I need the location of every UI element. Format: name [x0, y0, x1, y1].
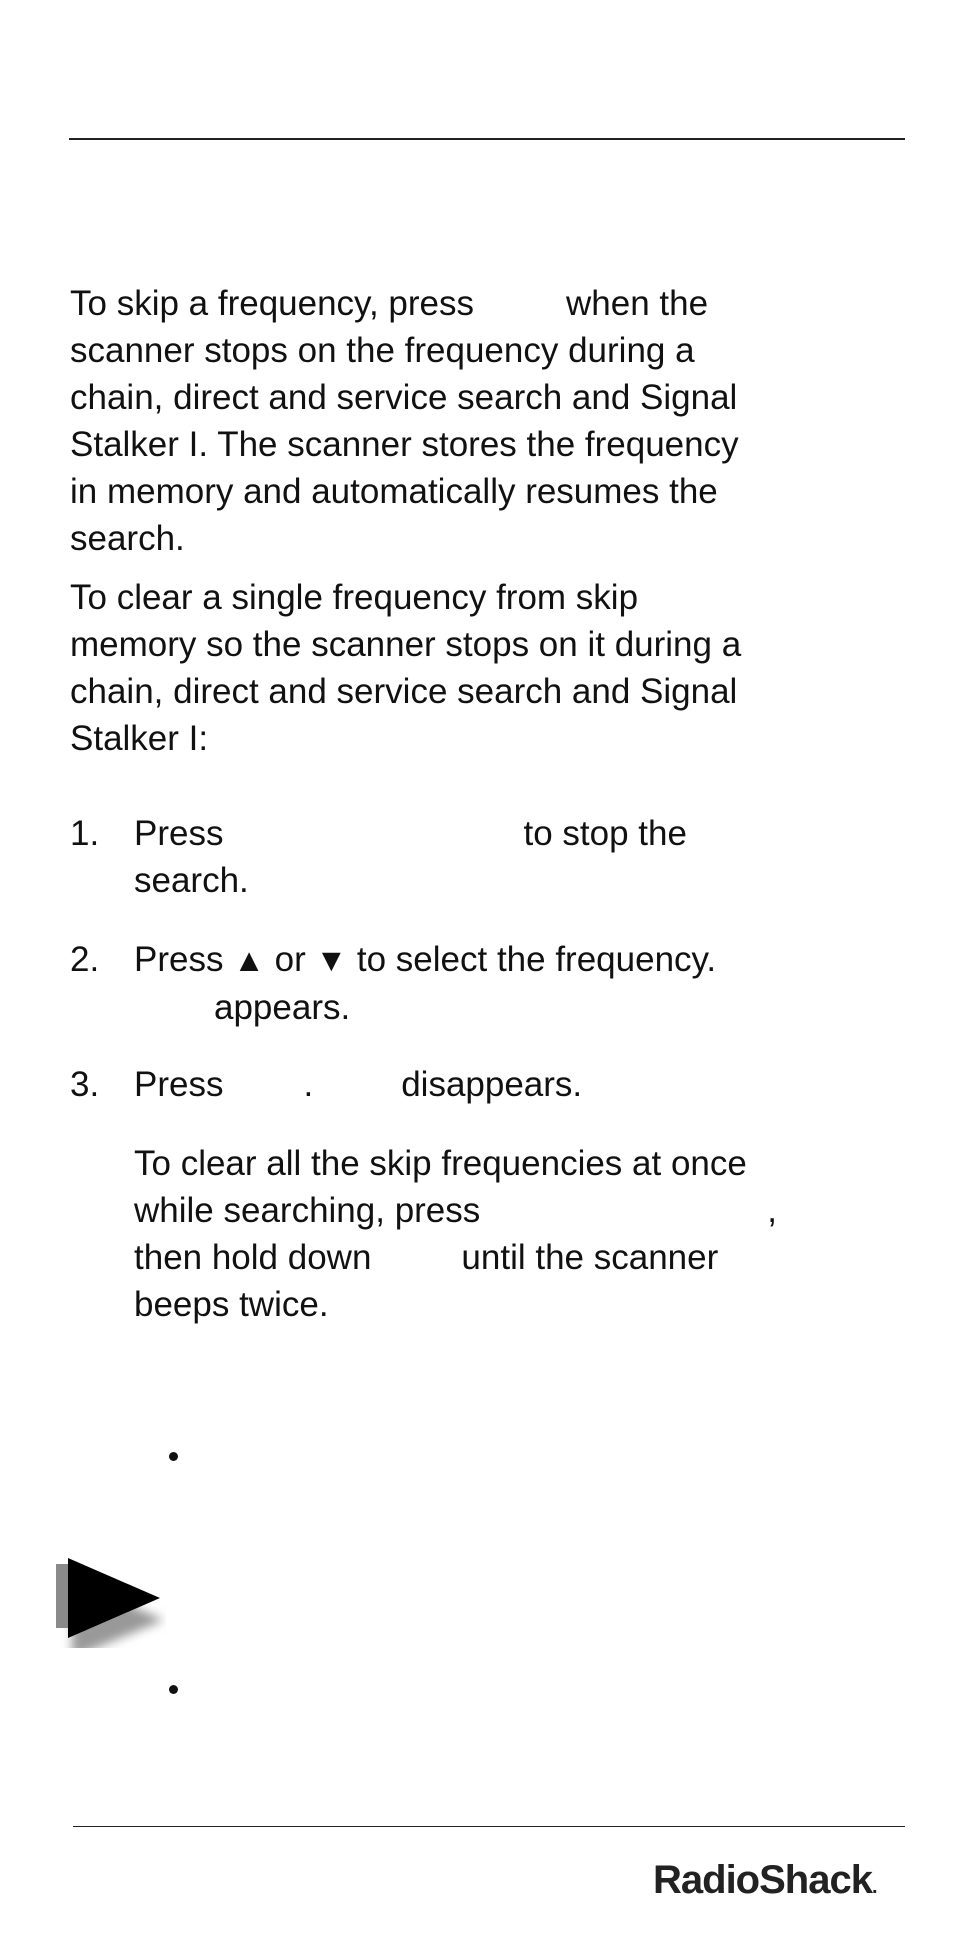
intro-line-3: chain, direct and service search and Signal: [70, 378, 738, 417]
clear-line-1: To clear a single frequency from skip: [70, 578, 639, 617]
intro-line-6: search.: [70, 519, 185, 558]
step-text: Press . disappears.: [134, 1065, 583, 1104]
skip-intro-paragraph: [70, 280, 870, 562]
clear-line-3: chain, direct and service search and Signal: [70, 672, 738, 711]
step-text: Press to stop the search.: [134, 814, 687, 900]
clear-all-note: To clear all the skip frequencies at once while searching, press , then hold down until the scanner beeps twice.: [134, 1144, 778, 1324]
bullet-point: [169, 1452, 178, 1461]
bottom-rule: [73, 1826, 905, 1827]
clear-intro-paragraph: [70, 574, 870, 762]
step-text: Press ▲ or ▼ to select the frequency. appears.: [134, 940, 717, 1027]
step-number: 3.: [70, 1065, 100, 1104]
play-arrow-icon: [56, 1558, 166, 1648]
step-number: 2.: [70, 940, 100, 979]
top-rule: [69, 138, 905, 140]
clear-line-2: memory so the scanner stops on it during a: [70, 625, 742, 664]
down-arrow-icon: ▼: [315, 942, 348, 978]
bullet-point: [169, 1685, 178, 1694]
up-arrow-icon: ▲: [233, 942, 265, 978]
intro-line-2: scanner stops on the frequency during a: [70, 331, 695, 370]
step-number: 1.: [70, 814, 100, 853]
intro-line-4: Stalker I. The scanner stores the frequency: [70, 425, 739, 464]
clear-line-4: Stalker I:: [70, 719, 209, 758]
intro-line-1: To skip a frequency, press when the: [70, 284, 709, 323]
intro-line-5: in memory and automatically resumes the: [70, 472, 718, 511]
radioshack-logo: RadioShack.: [653, 1858, 877, 1902]
